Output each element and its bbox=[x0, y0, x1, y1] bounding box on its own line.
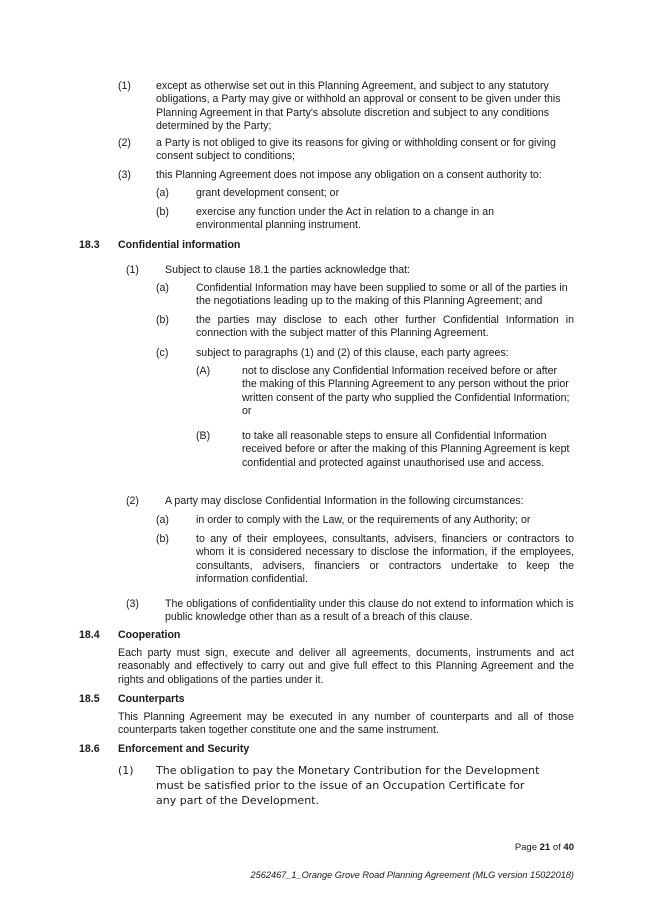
section-number: 18.3 bbox=[79, 239, 100, 251]
page-of: of bbox=[550, 842, 564, 853]
paragraph: a Party is not obliged to give its reasons for giving or withholding consent or for giving consent subject to conditions; bbox=[156, 137, 556, 163]
item-number: (1) bbox=[126, 264, 139, 276]
item-number: (c) bbox=[156, 347, 169, 359]
paragraph: grant development consent; or bbox=[196, 187, 340, 199]
item-number: (1) bbox=[118, 764, 134, 777]
page-prefix: Page bbox=[514, 842, 540, 853]
paragraph: except as otherwise set out in this Planning Agreement, and subject to any statutory obligations, a Party may give or withhold an approval or consent to be given under this Planning Agreement in that Party's absolute discretion and subject to any conditions determined by the Party; bbox=[156, 80, 561, 133]
section-heading: Cooperation bbox=[118, 629, 181, 641]
document-reference: 2562467_1_Orange Grove Road Planning Agreement (MLG version 15022018) bbox=[250, 870, 574, 880]
item-number: (2) bbox=[118, 137, 131, 149]
page-current: 21 bbox=[539, 842, 551, 853]
paragraph: subject to paragraphs (1) and (2) of this clause, each party agrees: bbox=[196, 347, 509, 359]
paragraph: not to disclose any Confidential Information received before or after the making of this Planning Agreement to any person without the prior written consent of the party who supplied the Confidential Information; or bbox=[242, 365, 570, 418]
item-number: (a) bbox=[156, 514, 169, 526]
paragraph: This Planning Agreement may be executed in any number of counterparts and all of those counterparts taken together constitute one and the same instrument. bbox=[118, 711, 574, 737]
item-number: (a) bbox=[156, 187, 169, 199]
item-number: (A) bbox=[196, 365, 211, 377]
paragraph: this Planning Agreement does not impose any obligation on a consent authority to: bbox=[156, 169, 542, 181]
section-heading: Counterparts bbox=[118, 693, 185, 705]
item-number: (b) bbox=[156, 533, 169, 545]
paragraph: Subject to clause 18.1 the parties acknowledge that: bbox=[165, 264, 410, 276]
item-number: (3) bbox=[126, 598, 139, 610]
section-heading: Confidential information bbox=[118, 239, 241, 251]
item-number: (B) bbox=[196, 430, 211, 442]
item-number: (b) bbox=[156, 314, 169, 326]
page-total: 40 bbox=[563, 842, 574, 853]
paragraph: to any of their employees, consultants, advisers, financiers or contractors to whom it is considered necessary to disclose the information, if the employees, consultants, advisers, financiers or contractors undertake to keep the information confidential. bbox=[196, 533, 574, 586]
paragraph: The obligation to pay the Monetary Contribution for the Development must be satisfied prior to the issue of an Occupation Certificate for any part of the Development. bbox=[156, 764, 540, 807]
paragraph: the parties may disclose to each other further Confidential Information in connection with the subject matter of this Planning Agreement. bbox=[196, 314, 574, 340]
page-number bbox=[515, 841, 574, 854]
paragraph: in order to comply with the Law, or the requirements of any Authority; or bbox=[196, 514, 531, 526]
section-number: 18.5 bbox=[79, 693, 100, 705]
paragraph: to take all reasonable steps to ensure all Confidential Information received before or after the making of this Planning Agreement is kept confidential and protected against unauthorised use and access. bbox=[242, 430, 570, 469]
paragraph: A party may disclose Confidential Information in the following circumstances: bbox=[165, 495, 524, 507]
item-number: (a) bbox=[156, 282, 169, 294]
section-heading: Enforcement and Security bbox=[118, 743, 250, 755]
item-number: (b) bbox=[156, 206, 169, 218]
item-number: (2) bbox=[126, 495, 139, 507]
paragraph: exercise any function under the Act in relation to a change in an environmental planning instrument. bbox=[196, 206, 494, 232]
section-number: 18.6 bbox=[79, 743, 100, 755]
section-number: 18.4 bbox=[79, 629, 100, 641]
item-number: (1) bbox=[118, 80, 131, 92]
paragraph: Each party must sign, execute and deliver all agreements, documents, instruments and act reasonably and effectively to carry out and give full effect to this Planning Agreement and the rights and obligations of the parties under it. bbox=[118, 647, 574, 686]
item-number: (3) bbox=[118, 169, 131, 181]
paragraph: The obligations of confidentiality under this clause do not extend to information which is public knowledge other than as a result of a breach of this clause. bbox=[165, 598, 574, 624]
paragraph: Confidential Information may have been supplied to some or all of the parties in the negotiations leading up to the making of this Planning Agreement; and bbox=[196, 282, 568, 308]
